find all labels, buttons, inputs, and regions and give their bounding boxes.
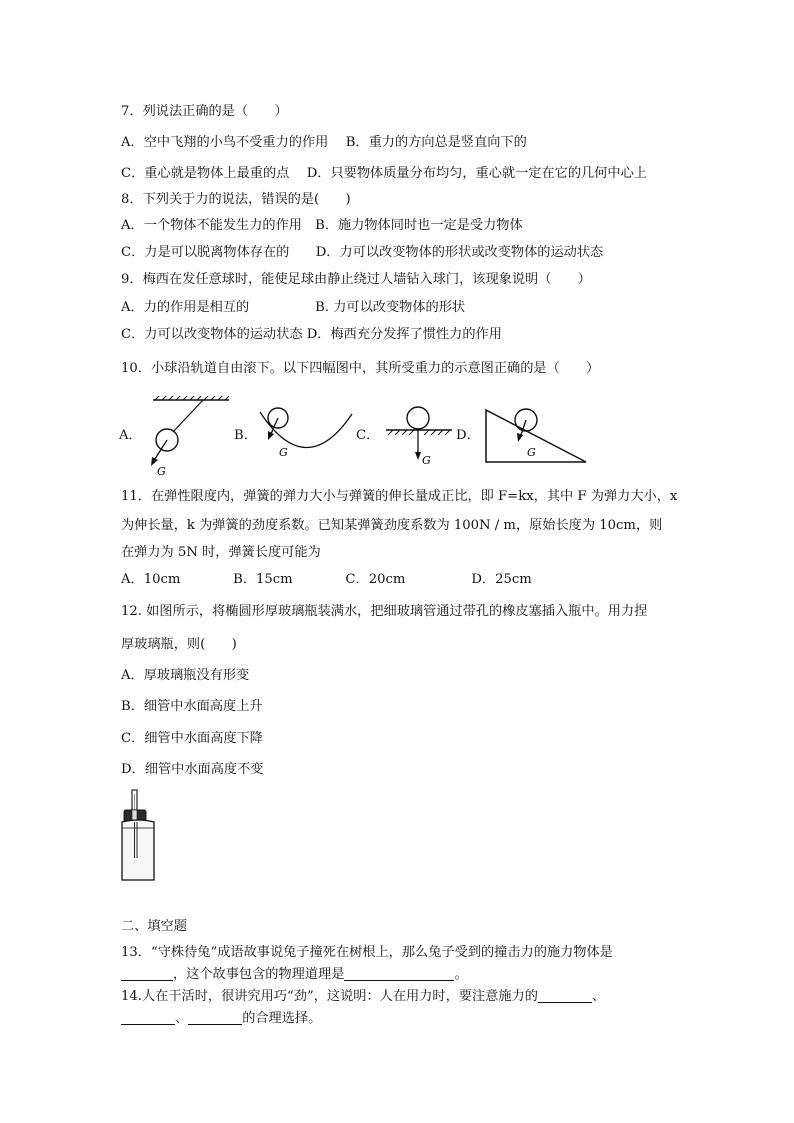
q13-blank-1[interactable] (121, 967, 173, 981)
q12-option-b: B．细管中水面高度上升 (121, 699, 263, 714)
q13-blank-2[interactable] (344, 967, 454, 981)
q12-option-a: A．厚玻璃瓶没有形变 (121, 668, 250, 683)
q10-figure-a-g-label: G (157, 465, 166, 478)
q14-end-text: 的合理选择。 (242, 1011, 322, 1026)
q9-options-cd: C．力可以改变物体的运动状态 D．梅西充分发挥了惯性力的作用 (121, 327, 502, 342)
q14-separator-1: 、 (591, 989, 606, 1004)
q12-line-1: 12. 如图所示，将椭圆形厚玻璃瓶装满水，把细玻璃管通过带孔的橡皮塞插入瓶中。用力捏 (121, 604, 648, 619)
q11-line-3: 在弹力为 5N 时，弹簧长度可能为 (121, 545, 321, 560)
q10-option-b-label: B． (234, 428, 257, 443)
q14-line-2 (121, 1011, 321, 1027)
q14-blank-1[interactable] (538, 989, 592, 1003)
q10-option-d-label: D． (456, 428, 480, 443)
q8-options-ab: A．一个物体不能发生力的作用 B．施力物体同时也一定是受力物体 (121, 218, 523, 233)
q7-options-ab: A．空中飞翔的小鸟不受重力的作用 B．重力的方向总是竖直向下的 (121, 135, 527, 150)
q8-options-cd: C．力是可以脱离物体存在的 D．力可以改变物体的形状或改变物体的运动状态 (121, 245, 604, 260)
section-2-title: 二、填空题 (121, 919, 187, 934)
q13-line-1: 13．“守株待兔”成语故事说兔子撞死在树根上，那么兔子受到的撞击力的施力物体是 (121, 945, 613, 960)
q9-options-ab: A．力的作用是相互的 B. 力可以改变物体的形状 (121, 300, 466, 315)
q10-figure-c (380, 404, 456, 466)
q12-bottle-figure (118, 788, 160, 884)
q12-option-d: D．细管中水面高度不变 (121, 762, 264, 777)
q10-figure-d (482, 400, 588, 466)
q7-options-cd: C．重心就是物体上最重的点 D．只要物体质量分布均匀，重心就一定在它的几何中心上 (121, 166, 647, 181)
q10-figure-c-g-label: G (422, 454, 431, 466)
q14-blank-2[interactable] (121, 1011, 175, 1025)
q10-figure-b (254, 396, 354, 462)
q10-figure-a (145, 396, 231, 482)
q12-option-c: C．细管中水面高度下降 (121, 731, 263, 746)
q11-options: A．10cm B．15cm C．20cm D．25cm (121, 572, 532, 587)
q10-stem: 10．小球沿轨道自由滚下。以下四幅图中，其所受重力的示意图正确的是（ ） (121, 361, 600, 376)
q10-option-a-label: A． (119, 428, 142, 443)
q10-option-c-label: C． (356, 428, 380, 443)
q14-line-1 (121, 989, 605, 1005)
q10-figure-d-g-label: G (527, 446, 536, 459)
q14-blank-3[interactable] (188, 1011, 242, 1025)
q7-stem: 7．列说法正确的是（ ） (121, 104, 288, 119)
q11-line-1: 11．在弹性限度内，弹簧的弹力大小与弹簧的伸长量成正比，即 F=kx，其中 F 为弹力大小，x (121, 489, 678, 504)
q10-figure-b-g-label: G (279, 446, 288, 459)
q8-stem: 8．下列关于力的说法，错误的是( ) (121, 192, 351, 207)
q14-stem-text: 14.人在干活时，很讲究用巧“劲”，这说明：人在用力时，要注意施力的 (121, 989, 538, 1004)
q14-separator-2: 、 (175, 1011, 189, 1026)
q9-stem: 9．梅西在发任意球时，能使足球由静止绕过人墙钻入球门，该现象说明（ ） (121, 272, 591, 287)
q13-middle-text: ，这个故事包含的物理道理是 (173, 967, 345, 982)
q13-line-2 (121, 967, 468, 983)
q13-end-text: 。 (454, 967, 468, 982)
q12-line-2: 厚玻璃瓶，则( ) (121, 637, 237, 652)
q11-line-2: 为伸长量，k 为弹簧的劲度系数。已知某弹簧劲度系数为 100N / m，原始长度为 10cm，则 (121, 518, 663, 533)
